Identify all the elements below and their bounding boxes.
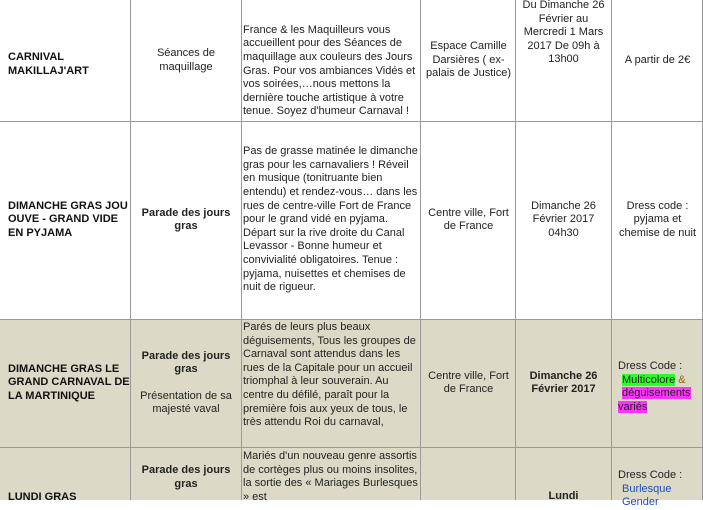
table-row: [0, 319, 703, 447]
event-note: [618, 469, 682, 510]
event-name: DIMANCHE GRAS JOU OUVE - GRAND VIDE EN PYJAMA: [8, 199, 128, 239]
table-row: [0, 0, 703, 121]
event-place: Centre ville, Fort de France: [428, 206, 509, 232]
event-description: Mariés d'un nouveau genre assortis de cortèges plus ou moins insolites, la sortie des « Mariages Burlesques » est: [243, 450, 418, 503]
event-name: DIMANCHE GRAS LE GRAND CARNAVAL DE LA MARTINIQUE: [8, 362, 130, 402]
row-divider: [0, 447, 703, 448]
dress-code-burlesque: Burlesque: [622, 482, 672, 495]
dress-code-label: Dress Code :: [618, 469, 683, 481]
event-note: Dress code : pyjama et chemise de nuit: [618, 199, 697, 239]
dress-code-label: Dress Code :: [618, 360, 683, 372]
table-row: [0, 447, 703, 508]
row-divider: [0, 121, 703, 122]
event-note: [618, 360, 703, 414]
table-row: [0, 121, 703, 319]
row-divider: [0, 319, 703, 320]
event-date: Du Dimanche 26 Février au Mercredi 1 Mars 2017 De 09h à 13h00: [522, 0, 605, 65]
dress-code-gender: Gender: [622, 496, 659, 508]
column-divider: [241, 0, 242, 500]
dress-code-multicolore: Multicolore: [622, 373, 676, 386]
event-note: A partir de 2€: [624, 53, 691, 66]
event-place: Centre ville, Fort de France: [428, 369, 509, 395]
event-place: Espace Camille Darsières ( ex-palais de Justice): [426, 40, 511, 80]
column-divider: [611, 0, 612, 500]
column-divider: [420, 0, 421, 500]
event-name: LUNDI GRAS: [8, 491, 77, 503]
event-name: CARNIVAL MAKILLAJ'ART: [8, 51, 89, 77]
column-divider: [130, 0, 131, 500]
event-description: France & les Maquilleurs vous accueillent pour des Séances de maquillage aux couleurs des Jours Gras. Pour vos ambiances Vidés et vos soirées,…nous mettons la dernière touche artistique à votre tenue. Soyez d'humeur Carnaval !: [243, 23, 416, 118]
event-type: Parade des jours gras: [141, 349, 231, 375]
event-date: Dimanche 26 Février 2017: [529, 369, 598, 395]
event-type-extra: Présentation de sa majesté vaval: [140, 389, 232, 415]
event-date: Dimanche 26 Février 2017 04h30: [531, 199, 596, 239]
dress-code-ampersand: &: [675, 373, 686, 386]
event-type: Parade des jours gras: [141, 206, 231, 232]
dress-code-deguisements: déguisements variés: [618, 387, 691, 413]
event-type: Parade des jours gras: [141, 464, 231, 490]
event-type: Séances de maquillage: [156, 47, 216, 73]
column-divider: [515, 0, 516, 500]
event-description: Parés de leurs plus beaux déguisements, Tous les groupes de Carnaval sont attendus dans les rues de la Capitale pour un accueil triomphal à leur souverain. Au centre du défilé, paraît pour la première fois aux yeux de tous, le très attendu Roi du carnaval,: [243, 321, 416, 429]
event-date: Lundi: [548, 490, 579, 502]
event-description: Pas de grasse matinée le dimanche gras pour les carnavaliers ! Réveil en musique (tonitruante bien entendu) et rendez-vous… dans les rues de centre-ville Fort de France pour le grand vidé en pyjama. Départ sur la rive droite du Canal Levassor - Bonne humeur et convivialité obligatoires. Tenue : pyjama, nuisettes et chemises de nuit de rigueur.: [243, 145, 418, 294]
